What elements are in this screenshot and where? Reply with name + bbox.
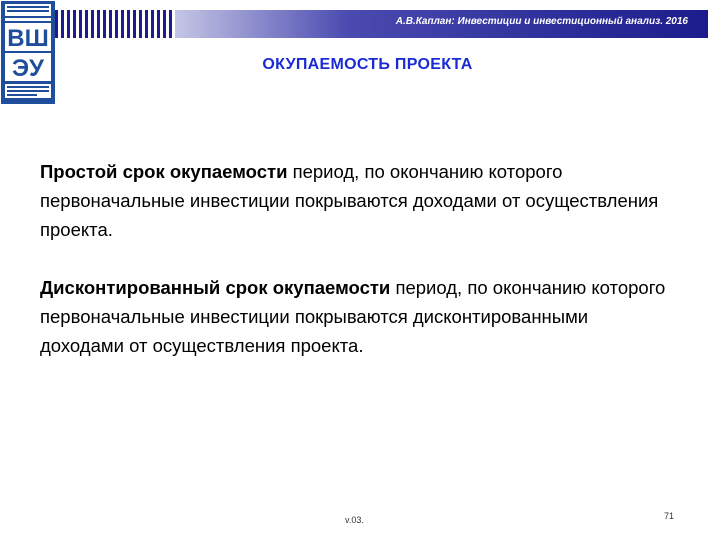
definition-text: период, по окончанию которого первоначальные инвестиции покрываются дисконтированными доходами от осуществления проекта. [40, 277, 666, 356]
logo-letters-top: ВШ [7, 25, 49, 52]
definition-term: Дисконтированный срок окупаемости [40, 277, 391, 298]
footer-version: v.03. [345, 515, 364, 525]
definition-text: период, по окончанию которого первоначальные инвестиции покрываются доходами от осуществления проекта. [40, 161, 659, 240]
page-number: 71 [664, 511, 675, 521]
header-stripes [55, 10, 175, 38]
header-caption: А.В.Каплан: Инвестиции и инвестиционный анализ. 2016 [395, 16, 688, 27]
definition-paragraph [40, 157, 670, 244]
slide-title: ОКУПАЕМОСТЬ ПРОЕКТА [262, 56, 473, 73]
school-logo [1, 1, 55, 104]
definition-term: Простой срок окупаемости [40, 161, 288, 182]
definition-paragraph [40, 273, 670, 360]
logo-letters-bottom: ЭУ [11, 55, 45, 82]
slide-body [40, 157, 670, 389]
